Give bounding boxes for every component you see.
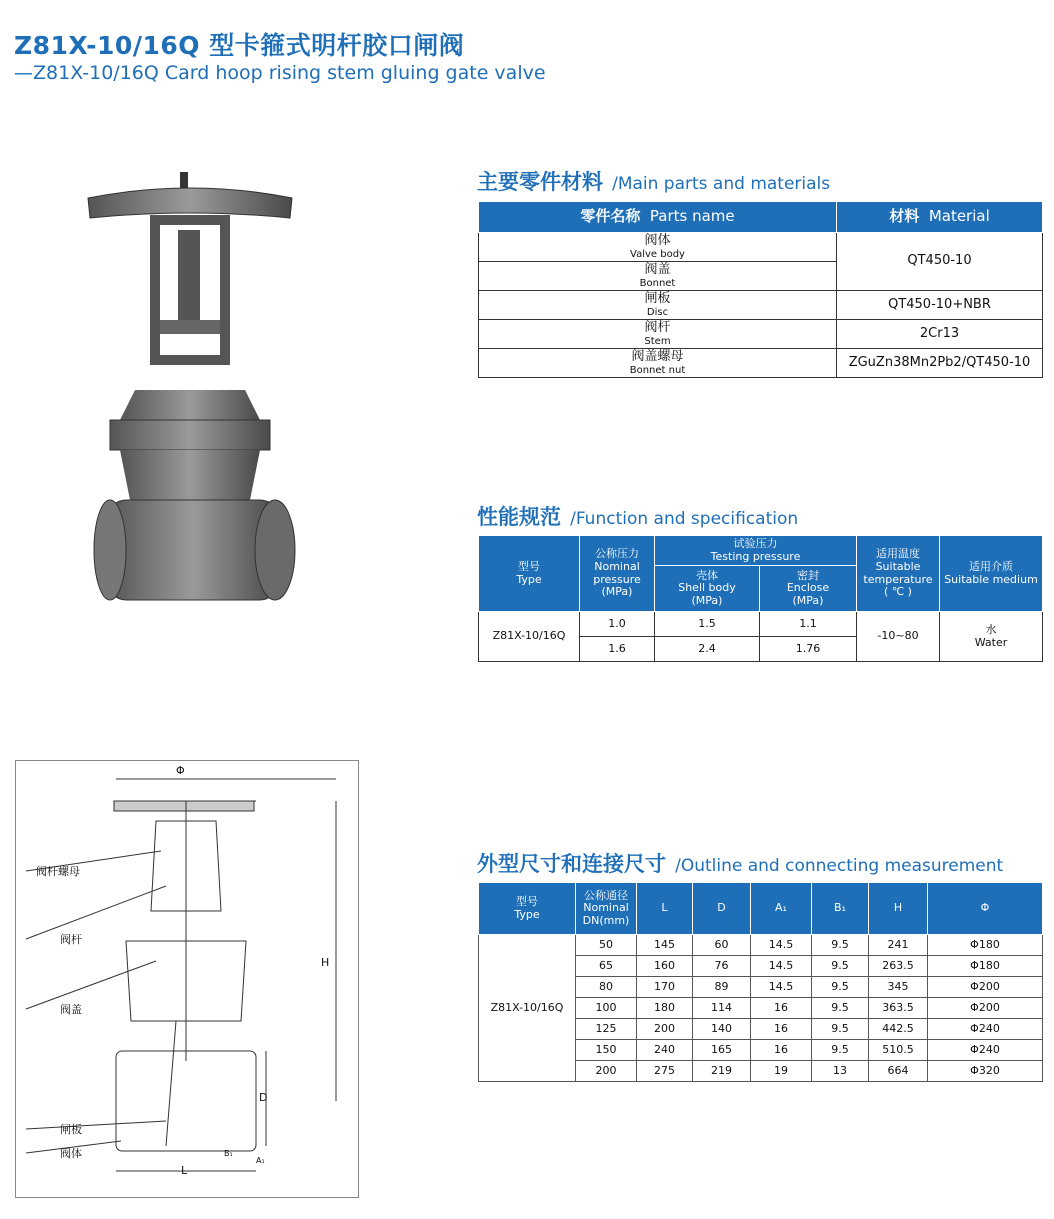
l-label: L [181, 1164, 188, 1177]
dims-cell: 16 [751, 1040, 812, 1061]
col-phi: Φ [928, 883, 1043, 935]
dims-heading-cn: 外型尺寸和连接尺寸 [477, 852, 666, 876]
spec-heading [477, 501, 798, 531]
col-temperature: 适用温度 Suitable temperature ( ℃ ) [857, 536, 940, 612]
col-nominal-pressure: 公称压力 Nominal pressure (MPa) [580, 536, 655, 612]
valve-photo [80, 170, 300, 630]
col-d: D [693, 883, 751, 935]
part-cell: 阀盖螺母 Bonnet nut [479, 349, 837, 378]
disc-label: 闸板 [60, 1123, 82, 1136]
table-row [479, 935, 1043, 956]
dims-cell: 80 [576, 977, 637, 998]
dims-cell: 89 [693, 977, 751, 998]
dims-body [479, 935, 1043, 1082]
dims-cell: 363.5 [869, 998, 928, 1019]
dims-cell: 180 [637, 998, 693, 1019]
dims-cell: 219 [693, 1061, 751, 1082]
col-type: 型号 Type [479, 883, 576, 935]
col-l: L [637, 883, 693, 935]
dims-cell: 140 [693, 1019, 751, 1040]
dims-cell: 13 [812, 1061, 869, 1082]
col-a1: A₁ [751, 883, 812, 935]
dims-cell: 9.5 [812, 956, 869, 977]
dims-cell: 14.5 [751, 977, 812, 998]
dims-cell: 170 [637, 977, 693, 998]
shell-cell: 2.4 [655, 637, 760, 662]
col-testing-pressure: 试验压力 Testing pressure [655, 536, 857, 566]
dims-cell: 200 [637, 1019, 693, 1040]
col-dn: 公称通径 Nominal DN(mm) [576, 883, 637, 935]
d-label: D [259, 1091, 268, 1104]
dims-cell: 241 [869, 935, 928, 956]
b1-label: B₁ [224, 1149, 233, 1158]
dims-cell: 50 [576, 935, 637, 956]
stem-nut-label: 阀杆螺母 [36, 865, 80, 878]
materials-heading-cn: 主要零件材料 [477, 170, 603, 194]
shell-cell: 1.5 [655, 612, 760, 637]
material-cell: ZGuZn38Mn2Pb2/QT450-10 [837, 349, 1043, 378]
dims-cell: Φ240 [928, 1019, 1043, 1040]
dims-cell: 664 [869, 1061, 928, 1082]
np-cell: 1.0 [580, 612, 655, 637]
col-type: 型号 Type [479, 536, 580, 612]
col-shell: 壳体 Shell body (MPa) [655, 566, 760, 612]
dims-cell: 19 [751, 1061, 812, 1082]
spec-heading-en: /Function and specification [570, 509, 799, 529]
spec-table [478, 535, 1043, 662]
dims-cell: 100 [576, 998, 637, 1019]
material-cell: QT450-10 [837, 233, 1043, 291]
materials-heading-en: /Main parts and materials [612, 174, 831, 194]
dims-cell: Φ320 [928, 1061, 1043, 1082]
material-cell: QT450-10+NBR [837, 291, 1043, 320]
phi-label: Φ [176, 764, 185, 777]
dims-cell: 200 [576, 1061, 637, 1082]
dims-cell: 9.5 [812, 1040, 869, 1061]
dims-cell: 442.5 [869, 1019, 928, 1040]
dims-cell: 345 [869, 977, 928, 998]
dims-cell: Φ240 [928, 1040, 1043, 1061]
page-subtitle: —Z81X-10/16Q Card hoop rising stem gluing gate valve [14, 62, 546, 84]
materials-heading [477, 166, 830, 196]
dims-cell: 160 [637, 956, 693, 977]
body-label: 阀体 [60, 1147, 82, 1160]
technical-drawing [15, 760, 359, 1198]
h-label: H [321, 956, 330, 969]
col-enclose: 密封 Enclose (MPa) [760, 566, 857, 612]
dims-cell: Φ180 [928, 935, 1043, 956]
dims-cell: 16 [751, 998, 812, 1019]
dims-cell: 65 [576, 956, 637, 977]
part-cell: 闸板 Disc [479, 291, 837, 320]
model-cell: Z81X-10/16Q [479, 935, 576, 1082]
col-medium: 适用介质 Suitable medium [940, 536, 1043, 612]
dims-cell: 16 [751, 1019, 812, 1040]
dims-cell: 14.5 [751, 956, 812, 977]
a1-label: A₁ [256, 1156, 265, 1165]
material-cell: 2Cr13 [837, 320, 1043, 349]
dims-cell: Φ200 [928, 998, 1043, 1019]
dims-cell: 263.5 [869, 956, 928, 977]
dims-cell: 150 [576, 1040, 637, 1061]
dims-cell: 9.5 [812, 977, 869, 998]
col-material: 材料 Material [837, 202, 1043, 233]
col-h: H [869, 883, 928, 935]
dims-heading [477, 848, 1003, 878]
dims-cell: Φ180 [928, 956, 1043, 977]
dims-cell: 510.5 [869, 1040, 928, 1061]
col-parts-name: 零件名称 Parts name [479, 202, 837, 233]
part-cell: 阀杆 Stem [479, 320, 837, 349]
dims-cell: 60 [693, 935, 751, 956]
part-cell: 阀盖 Bonnet [479, 262, 837, 291]
dims-cell: 165 [693, 1040, 751, 1061]
model-cell: Z81X-10/16Q [479, 612, 580, 662]
dims-cell: 9.5 [812, 1019, 869, 1040]
medium-cell: 水 Water [940, 612, 1043, 662]
spec-heading-cn: 性能规范 [477, 505, 561, 529]
np-cell: 1.6 [580, 637, 655, 662]
part-cell: 阀体 Valve body [479, 233, 837, 262]
dims-cell: 275 [637, 1061, 693, 1082]
stem-label: 阀杆 [60, 933, 82, 946]
dims-cell: 9.5 [812, 935, 869, 956]
dims-cell: 14.5 [751, 935, 812, 956]
dims-heading-en: /Outline and connecting measurement [675, 856, 1004, 876]
enclose-cell: 1.1 [760, 612, 857, 637]
dims-cell: 145 [637, 935, 693, 956]
bonnet-label: 阀盖 [60, 1003, 82, 1016]
page-title: Z81X-10/16Q 型卡箍式明杆胶口闸阀 [14, 31, 465, 60]
dims-cell: Φ200 [928, 977, 1043, 998]
temp-cell: -10~80 [857, 612, 940, 662]
dims-cell: 76 [693, 956, 751, 977]
dims-cell: 240 [637, 1040, 693, 1061]
dims-cell: 9.5 [812, 998, 869, 1019]
col-b1: B₁ [812, 883, 869, 935]
dims-table [478, 882, 1043, 1082]
materials-table [478, 201, 1043, 378]
dims-cell: 125 [576, 1019, 637, 1040]
dims-cell: 114 [693, 998, 751, 1019]
enclose-cell: 1.76 [760, 637, 857, 662]
